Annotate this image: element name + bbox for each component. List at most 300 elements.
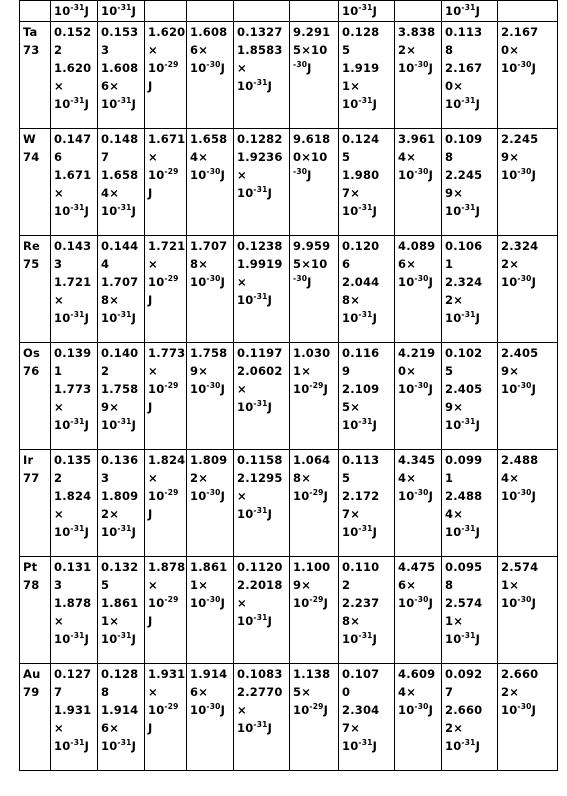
- cell-line: ×: [54, 614, 64, 628]
- cell-line: 5×: [293, 685, 312, 699]
- cell-line: $^{-30}$J: [293, 60, 312, 75]
- cell-line: 1.707: [101, 275, 139, 289]
- cell-line: 2×: [101, 507, 120, 521]
- atomic-number: 73: [23, 43, 40, 57]
- table-cell: [51, 236, 98, 343]
- cell-line: 3: [54, 257, 63, 271]
- atomic-number: 74: [23, 150, 40, 164]
- table-cell: [339, 236, 395, 343]
- exponent: -31: [253, 399, 268, 408]
- table-cell: [51, 1, 98, 22]
- exponent: -31: [253, 78, 268, 87]
- cell-line: $10^{-31}J$: [237, 506, 273, 521]
- cell-line: 1.824: [54, 489, 92, 503]
- cell-line: $10^{-30}J$: [398, 167, 434, 182]
- exponent: -31: [253, 613, 268, 622]
- cell-line: $10^{-29}$: [148, 488, 179, 503]
- cell-line: 2×: [501, 257, 520, 271]
- cell-line: 0.128: [342, 25, 380, 39]
- cell-line: 2: [342, 578, 351, 592]
- cell-line: J: [148, 79, 153, 93]
- cell-line: 2.109: [342, 382, 380, 396]
- cell-line: $10^{-29}$: [148, 702, 179, 717]
- cell-line: 4×: [398, 150, 417, 164]
- cell-line: $10^{-29}$: [148, 381, 179, 396]
- cell-line: 0.153: [101, 25, 139, 39]
- element-symbol: Ta: [23, 25, 38, 39]
- table-cell: [145, 129, 187, 236]
- table-cell: [145, 450, 187, 557]
- exponent: -30: [517, 595, 532, 604]
- table-cell: [339, 1, 395, 22]
- cell-line: 2: [101, 364, 110, 378]
- cell-line: 9.291: [293, 25, 331, 39]
- table-cell: [395, 343, 442, 450]
- cell-line: 0.1282: [237, 132, 283, 146]
- cell-line: 2.167: [445, 61, 483, 75]
- table-cell: [51, 22, 98, 129]
- cell-line: J: [148, 293, 153, 307]
- cell-line: 6: [342, 257, 351, 271]
- cell-line: 8×: [293, 471, 312, 485]
- table-cell: [498, 557, 558, 664]
- cell-line: 6×: [398, 257, 417, 271]
- cell-line: 3: [101, 471, 110, 485]
- table-cell: [290, 343, 339, 450]
- cell-line: 4.219: [398, 346, 436, 360]
- element-cell: [20, 664, 51, 771]
- exponent: -31: [253, 506, 268, 515]
- cell-line: J: [148, 400, 153, 414]
- cell-line: 3: [54, 578, 63, 592]
- cell-line: 1.758: [101, 382, 139, 396]
- cell-line: 6×: [190, 43, 209, 57]
- exponent: -31: [117, 96, 132, 105]
- cell-line: 2×: [445, 721, 464, 735]
- cell-line: $10^{-31}J$: [54, 203, 90, 218]
- table-cell: [51, 129, 98, 236]
- cell-line: 2×: [398, 43, 417, 57]
- table-cell: [395, 557, 442, 664]
- cell-line: 4.345: [398, 453, 436, 467]
- cell-line: 0.095: [445, 560, 483, 574]
- cell-line: 4.089: [398, 239, 436, 253]
- table-row: [20, 236, 558, 343]
- cell-line: ×: [237, 382, 247, 396]
- table-cell: [339, 22, 395, 129]
- exponent: -29: [164, 274, 179, 283]
- table-row: [20, 343, 558, 450]
- exponent: -30: [293, 274, 308, 283]
- table-cell: [442, 22, 498, 129]
- cell-line: 2×: [501, 685, 520, 699]
- exponent: -30: [293, 60, 308, 69]
- table-cell: [98, 236, 145, 343]
- exponent: -31: [461, 3, 476, 12]
- cell-line: 1.861: [190, 560, 228, 574]
- cell-line: $10^{-29}$: [148, 60, 179, 75]
- table-cell: [498, 129, 558, 236]
- table-cell: [395, 450, 442, 557]
- cell-line: 0.124: [342, 132, 380, 146]
- table-cell: [51, 450, 98, 557]
- cell-line: $10^{-30}J$: [190, 167, 226, 182]
- cell-line: 5: [342, 43, 351, 57]
- element-cell: [20, 236, 51, 343]
- cell-line: ×: [148, 43, 158, 57]
- cell-line: ×: [54, 721, 64, 735]
- exponent: -30: [414, 381, 429, 390]
- cell-line: 1.620: [54, 61, 92, 75]
- exponent: -31: [253, 720, 268, 729]
- cell-line: 1.658: [101, 168, 139, 182]
- cell-line: 0.1083: [237, 667, 283, 681]
- cell-line: ×: [148, 364, 158, 378]
- cell-line: ×: [237, 703, 247, 717]
- cell-line: $10^{-30}J$: [398, 274, 434, 289]
- exponent: -29: [309, 702, 324, 711]
- exponent: -31: [70, 417, 85, 426]
- exponent: -31: [461, 310, 476, 319]
- cell-line: 1.9919: [237, 257, 283, 271]
- cell-line: 1.658: [190, 132, 228, 146]
- cell-line: 9.618: [293, 132, 331, 146]
- cell-line: 4.475: [398, 560, 436, 574]
- cell-line: [293, 2, 338, 20]
- table-row: [20, 129, 558, 236]
- cell-line: $10^{-31}J$: [342, 203, 378, 218]
- element-cell: [20, 450, 51, 557]
- cell-line: 8: [445, 43, 454, 57]
- table-cell: [51, 557, 98, 664]
- table-cell: [234, 343, 290, 450]
- exponent: -29: [164, 702, 179, 711]
- cell-line: 0.131: [54, 560, 92, 574]
- cell-line: 8: [101, 685, 110, 699]
- cell-line: $10^{-31}J$: [445, 3, 481, 18]
- table-cell: [145, 22, 187, 129]
- cell-line: 0.147: [54, 132, 92, 146]
- cell-line: 1.030: [293, 346, 331, 360]
- cell-line: 1×: [101, 614, 120, 628]
- table-cell: [290, 129, 339, 236]
- table-cell: [339, 664, 395, 771]
- table-cell: [145, 557, 187, 664]
- table-cell: [234, 450, 290, 557]
- cell-line: 0.127: [54, 667, 92, 681]
- table-cell: [98, 664, 145, 771]
- cell-line: 0.099: [445, 453, 483, 467]
- cell-line: $10^{-30}J$: [501, 381, 537, 396]
- cell-line: 2.660: [501, 667, 539, 681]
- cell-line: 2.324: [445, 275, 483, 289]
- exponent: -31: [70, 524, 85, 533]
- cell-line: 0.120: [342, 239, 380, 253]
- exponent: -30: [206, 488, 221, 497]
- cell-line: J: [148, 721, 153, 735]
- cell-line: ×: [54, 400, 64, 414]
- table-cell: [442, 557, 498, 664]
- cell-line: ×: [54, 186, 64, 200]
- table-cell: [339, 343, 395, 450]
- exponent: -31: [117, 417, 132, 426]
- table-cell: [395, 236, 442, 343]
- cell-line: ×: [148, 257, 158, 271]
- cell-line: ×: [237, 168, 247, 182]
- table-cell: [234, 1, 290, 22]
- exponent: -29: [309, 488, 324, 497]
- cell-line: 2.0602: [237, 364, 283, 378]
- exponent: -30: [206, 167, 221, 176]
- table-cell: [339, 557, 395, 664]
- cell-line: 0.113: [342, 453, 380, 467]
- atomic-number: 76: [23, 364, 40, 378]
- table-cell: [290, 450, 339, 557]
- cell-line: $10^{-31}J$: [342, 310, 378, 325]
- cell-line: 2.405: [501, 346, 539, 360]
- cell-line: $10^{-30}J$: [398, 702, 434, 717]
- cell-line: 4.609: [398, 667, 436, 681]
- cell-line: 5: [445, 364, 454, 378]
- table-cell: [339, 129, 395, 236]
- cell-line: $10^{-30}J$: [190, 488, 226, 503]
- cell-line: $10^{-29}$: [148, 595, 179, 610]
- cell-line: $10^{-31}J$: [54, 631, 90, 646]
- table-container: [19, 0, 557, 771]
- cell-line: 6×: [101, 721, 120, 735]
- cell-line: 6×: [398, 578, 417, 592]
- cell-line: ×: [237, 596, 247, 610]
- atomic-number: 79: [23, 685, 40, 699]
- element-symbol: Os: [23, 346, 41, 360]
- cell-line: 9×: [501, 364, 520, 378]
- exponent: -31: [117, 738, 132, 747]
- exponent: -30: [414, 488, 429, 497]
- exponent: -30: [293, 167, 308, 176]
- cell-line: 7×: [342, 186, 361, 200]
- cell-line: ×: [54, 79, 64, 93]
- exponent: -30: [414, 274, 429, 283]
- cell-line: 3.961: [398, 132, 436, 146]
- exponent: -31: [461, 96, 476, 105]
- cell-line: 1.9236: [237, 150, 283, 164]
- cell-line: 5×10: [293, 43, 328, 57]
- cell-line: $10^{-31}J$: [54, 417, 90, 432]
- cell-line: $10^{-31}J$: [342, 524, 378, 539]
- cell-line: ×: [148, 150, 158, 164]
- cell-line: 2: [54, 43, 63, 57]
- cell-line: 4×: [190, 150, 209, 164]
- cell-line: 2.488: [445, 489, 483, 503]
- table-cell: [498, 1, 558, 22]
- exponent: -31: [358, 310, 373, 319]
- exponent: -30: [414, 595, 429, 604]
- cell-line: 9×: [501, 150, 520, 164]
- exponent: -30: [414, 60, 429, 69]
- element-symbol: W: [23, 132, 36, 146]
- atomic-number: 77: [23, 471, 40, 485]
- cell-line: 2.405: [445, 382, 483, 396]
- cell-line: 1.773: [54, 382, 92, 396]
- table-cell: [187, 22, 234, 129]
- exponent: -29: [309, 381, 324, 390]
- cell-line: 4: [101, 257, 110, 271]
- cell-line: 0: [342, 685, 351, 699]
- cell-line: $10^{-30}J$: [190, 702, 226, 717]
- cell-line: ×: [237, 61, 247, 75]
- cell-line: 2.044: [342, 275, 380, 289]
- cell-line: 2.1295: [237, 471, 283, 485]
- exponent: -31: [253, 185, 268, 194]
- table-cell: [187, 1, 234, 22]
- cell-line: 5: [342, 150, 351, 164]
- table-cell: [339, 450, 395, 557]
- cell-line: 0×: [445, 79, 464, 93]
- table-cell: [498, 664, 558, 771]
- cell-line: $10^{-30}J$: [190, 274, 226, 289]
- cell-line: 1.064: [293, 453, 331, 467]
- cell-line: $10^{-31}J$: [445, 738, 481, 753]
- table-row: [20, 664, 558, 771]
- cell-line: 6×: [101, 79, 120, 93]
- cell-line: 1.671: [54, 168, 92, 182]
- exponent: -31: [461, 738, 476, 747]
- cell-line: 1×: [293, 364, 312, 378]
- table-cell: [145, 664, 187, 771]
- cell-line: $10^{-30}J$: [190, 60, 226, 75]
- exponent: -31: [358, 96, 373, 105]
- cell-line: $^{-30}$J: [293, 274, 312, 289]
- table-cell: [234, 236, 290, 343]
- table-cell: [442, 664, 498, 771]
- element-symbol: Au: [23, 667, 41, 681]
- table-cell: [442, 450, 498, 557]
- cell-line: 2.2770: [237, 685, 283, 699]
- table-cell: [290, 1, 339, 22]
- cell-line: 8×: [190, 257, 209, 271]
- cell-line: $10^{-30}J$: [501, 167, 537, 182]
- cell-line: 0.143: [54, 239, 92, 253]
- cell-line: 1.620: [148, 25, 186, 39]
- cell-line: 7: [101, 150, 110, 164]
- exponent: -30: [206, 381, 221, 390]
- table-cell: [395, 129, 442, 236]
- cell-line: $10^{-31}J$: [101, 310, 137, 325]
- table-cell: [442, 343, 498, 450]
- exponent: -29: [309, 595, 324, 604]
- table-cell: [187, 450, 234, 557]
- cell-line: $10^{-30}J$: [398, 60, 434, 75]
- cell-line: $10^{-31}J$: [101, 3, 137, 18]
- cell-line: 0.109: [445, 132, 483, 146]
- cell-line: $10^{-31}J$: [342, 3, 378, 18]
- exponent: -31: [70, 3, 85, 12]
- cell-line: 7: [445, 685, 454, 699]
- cell-line: 1×: [190, 578, 209, 592]
- cell-line: $10^{-29}J$: [293, 381, 329, 396]
- cell-line: ×: [148, 685, 158, 699]
- cell-line: 0×: [501, 43, 520, 57]
- exponent: -30: [517, 167, 532, 176]
- exponent: -30: [206, 274, 221, 283]
- cell-line: 0.1197: [237, 346, 283, 360]
- exponent: -29: [164, 60, 179, 69]
- element-symbol: Pt: [23, 560, 38, 574]
- cell-line: $10^{-31}J$: [237, 185, 273, 200]
- exponent: -30: [517, 702, 532, 711]
- element-cell: [20, 22, 51, 129]
- cell-line: 0.136: [101, 453, 139, 467]
- cell-line: $10^{-31}J$: [101, 96, 137, 111]
- element-cell: [20, 557, 51, 664]
- cell-line: $10^{-31}J$: [237, 292, 273, 307]
- cell-line: 8: [445, 578, 454, 592]
- cell-line: 2.304: [342, 703, 380, 717]
- cell-line: $10^{-30}J$: [501, 60, 537, 75]
- cell-line: $10^{-29}J$: [293, 702, 329, 717]
- cell-line: 1.138: [293, 667, 331, 681]
- cell-line: 0.106: [445, 239, 483, 253]
- table-cell: [145, 343, 187, 450]
- cell-line: 0×10: [293, 150, 328, 164]
- cell-line: 0.116: [342, 346, 380, 360]
- element-cell: [20, 129, 51, 236]
- table-cell: [442, 236, 498, 343]
- cell-line: $10^{-30}J$: [501, 488, 537, 503]
- exponent: -30: [414, 702, 429, 711]
- cell-line: 1: [445, 471, 454, 485]
- cell-line: 1: [445, 257, 454, 271]
- cell-line: $10^{-29}$: [148, 167, 179, 182]
- cell-line: 1×: [445, 614, 464, 628]
- cell-line: $10^{-31}J$: [445, 310, 481, 325]
- table-cell: [187, 129, 234, 236]
- cell-line: 7×: [342, 721, 361, 735]
- cell-line: 0.148: [101, 132, 139, 146]
- table-cell: [395, 22, 442, 129]
- table-row-top-partial: [20, 1, 558, 22]
- cell-line: 5: [101, 578, 110, 592]
- cell-line: $10^{-30}J$: [190, 595, 226, 610]
- cell-line: 1.721: [148, 239, 186, 253]
- cell-line: 4×: [398, 685, 417, 699]
- table-cell: [290, 664, 339, 771]
- cell-line: $10^{-31}J$: [101, 417, 137, 432]
- table-row: [20, 22, 558, 129]
- cell-line: 2.237: [342, 596, 380, 610]
- cell-line: 0.092: [445, 667, 483, 681]
- cell-line: $10^{-31}J$: [54, 524, 90, 539]
- cell-line: 1.809: [190, 453, 228, 467]
- cell-line: 6×: [190, 685, 209, 699]
- cell-line: 1.8583: [237, 43, 283, 57]
- table-cell: [234, 129, 290, 236]
- cell-line: 1.931: [54, 703, 92, 717]
- cell-line: [237, 2, 289, 20]
- cell-line: [23, 2, 50, 20]
- cell-line: 4×: [445, 507, 464, 521]
- table-cell: [290, 557, 339, 664]
- cell-line: $10^{-30}J$: [398, 488, 434, 503]
- table-cell: [98, 343, 145, 450]
- cell-line: 2.2018: [237, 578, 283, 592]
- cell-line: $10^{-31}J$: [342, 417, 378, 432]
- cell-line: $10^{-31}J$: [101, 203, 137, 218]
- cell-line: 6: [54, 150, 63, 164]
- cell-line: 1.671: [148, 132, 186, 146]
- table-cell: [51, 664, 98, 771]
- cell-line: 2.172: [342, 489, 380, 503]
